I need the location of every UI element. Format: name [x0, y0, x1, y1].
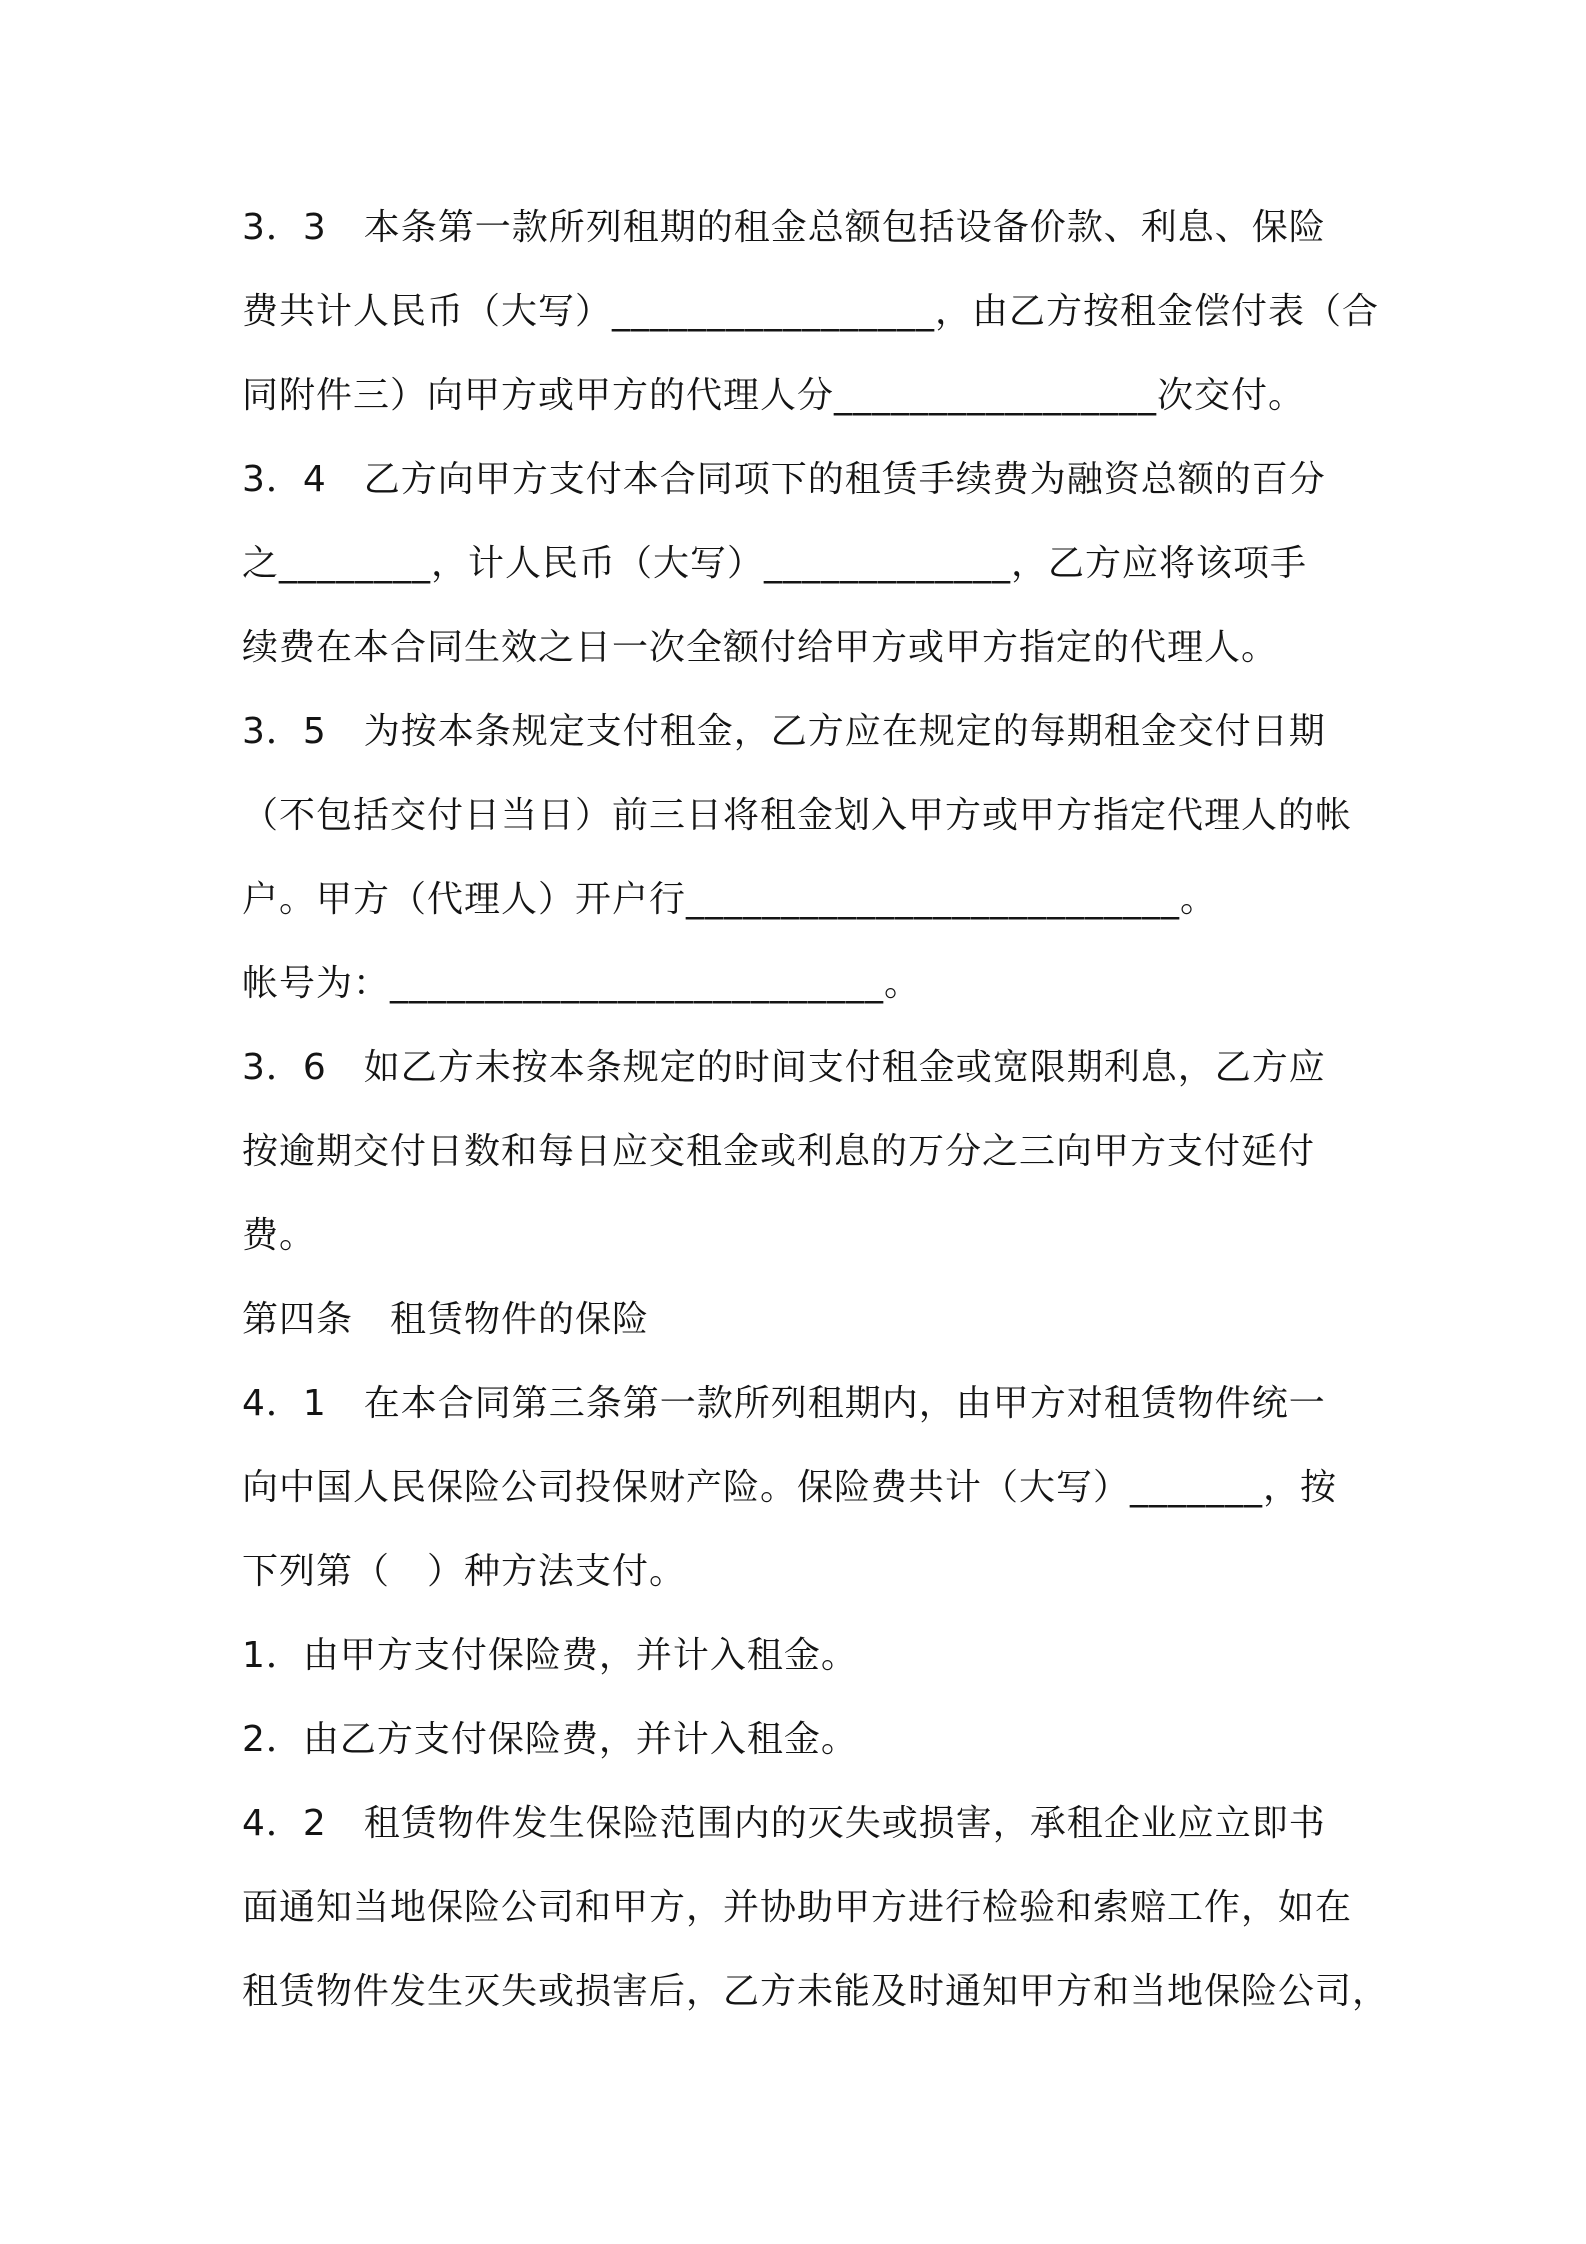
text-line: 租赁物件发生灭失或损害后，乙方未能及时通知甲方和当地保险公司，	[242, 1971, 1390, 2012]
text-line: 3．3 本条第一款所列租期的租金总额包括设备价款、利息、保险	[242, 207, 1326, 248]
text-line: 帐号为：__________________________。	[242, 963, 922, 1004]
section-heading: 第四条 租赁物件的保险	[242, 1299, 650, 1340]
text-line: 按逾期交付日数和每日应交租金或利息的万分之三向甲方支付延付	[242, 1131, 1316, 1172]
text-line: 同附件三）向甲方或甲方的代理人分_________________次交付。	[242, 375, 1306, 416]
text-line: （不包括交付日当日）前三日将租金划入甲方或甲方指定代理人的帐	[242, 795, 1353, 836]
text-line: 4．2 租赁物件发生保险范围内的灭失或损害，承租企业应立即书	[242, 1803, 1326, 1844]
text-line: 面通知当地保险公司和甲方，并协助甲方进行检验和索赔工作，如在	[242, 1887, 1353, 1928]
text-line: 户。甲方（代理人）开户行__________________________。	[242, 879, 1218, 920]
list-item: 2．由乙方支付保险费，并计入租金。	[242, 1719, 858, 1760]
text-line: 之________，计人民币（大写）_____________，乙方应将该项手	[242, 543, 1308, 584]
text-line: 3．6 如乙方未按本条规定的时间支付租金或宽限期利息，乙方应	[242, 1047, 1326, 1088]
text-line: 续费在本合同生效之日一次全额付给甲方或甲方指定的代理人。	[242, 627, 1279, 668]
text-line: 费共计人民币（大写）_________________，由乙方按租金偿付表（合	[242, 291, 1380, 332]
list-item: 1．由甲方支付保险费，并计入租金。	[242, 1635, 858, 1676]
text-line: 下列第（ ）种方法支付。	[242, 1551, 687, 1592]
text-line: 向中国人民保险公司投保财产险。保险费共计（大写）_______，按	[242, 1467, 1338, 1508]
text-line: 费。	[242, 1215, 317, 1256]
text-line: 4．1 在本合同第三条第一款所列租期内，由甲方对租赁物件统一	[242, 1383, 1326, 1424]
text-line: 3．4 乙方向甲方支付本合同项下的租赁手续费为融资总额的百分	[242, 459, 1326, 500]
text-line: 3．5 为按本条规定支付租金，乙方应在规定的每期租金交付日期	[242, 711, 1326, 752]
